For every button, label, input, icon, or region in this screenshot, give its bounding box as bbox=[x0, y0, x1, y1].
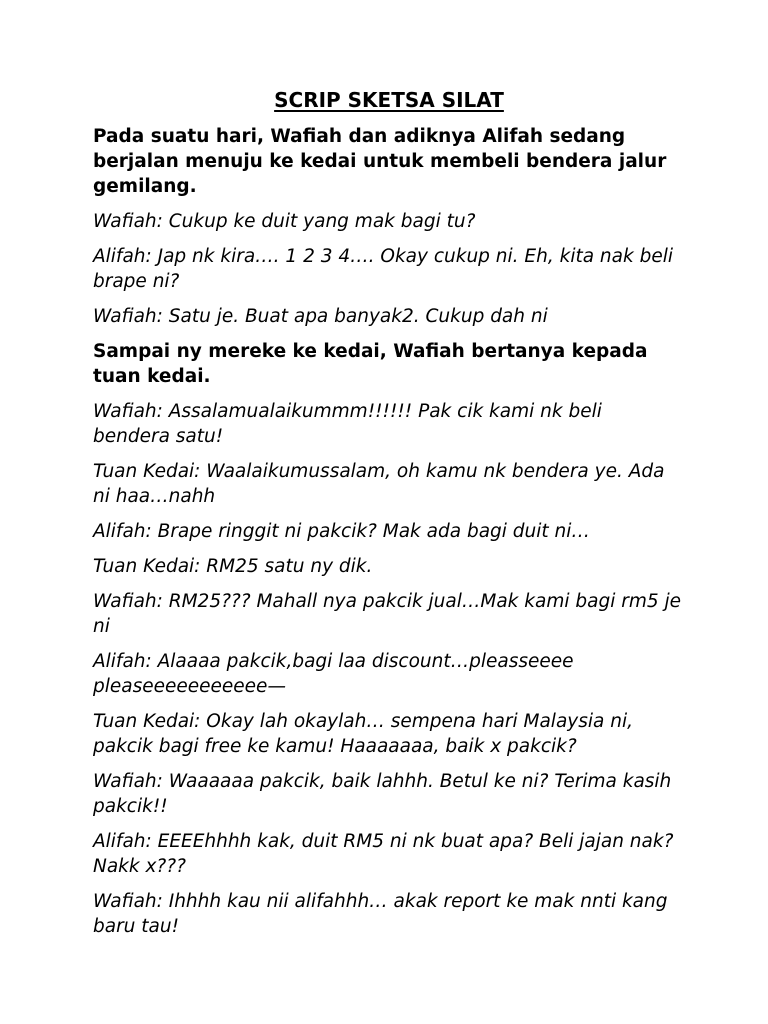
dialogue-line: Tuan Kedai: Waalaikumussalam, oh kamu nk bendera ye. Ada ni haa…nahh bbox=[93, 461, 665, 507]
dialogue-line: Alifah: Brape ringgit ni pakcik? Mak ada bagi duit ni… bbox=[93, 521, 590, 542]
dialogue-line: Tuan Kedai: Okay lah okaylah… sempena hari Malaysia ni, pakcik bagi free ke kamu! Haaaaaaa, baik x pakcik? bbox=[93, 711, 633, 757]
dialogue-line: Wafiah: Satu je. Buat apa banyak2. Cukup dah ni bbox=[93, 306, 548, 327]
narration-paragraph: Pada suatu hari, Wafiah dan adiknya Alifah sedang berjalan menuju ke kedai untuk membeli bendera jalur gemilang. bbox=[93, 126, 667, 197]
dialogue-line: Alifah: EEEEhhhh kak, duit RM5 ni nk buat apa? Beli jajan nak? Nakk x??? bbox=[93, 831, 674, 877]
dialogue-line: Wafiah: Ihhhh kau nii alifahhh… akak report ke mak nnti kang baru tau! bbox=[93, 891, 668, 937]
dialogue-line: Alifah: Jap nk kira…. 1 2 3 4…. Okay cukup ni. Eh, kita nak beli brape ni? bbox=[93, 246, 673, 292]
dialogue-line: Tuan Kedai: RM25 satu ny dik. bbox=[93, 556, 373, 577]
dialogue-line: Alifah: Alaaaa pakcik,bagi laa discount…pleasseeee pleaseeeeeeeeeee— bbox=[93, 651, 574, 697]
dialogue-line: Wafiah: Waaaaaa pakcik, baik lahhh. Betul ke ni? Terima kasih pakcik!! bbox=[93, 771, 672, 817]
document-title: SCRIP SKETSA SILAT bbox=[274, 88, 504, 112]
narration-paragraph: Sampai ny mereke ke kedai, Wafiah bertanya kepada tuan kedai. bbox=[93, 341, 648, 387]
dialogue-line: Wafiah: RM25??? Mahall nya pakcik jual…Mak kami bagi rm5 je ni bbox=[93, 591, 682, 637]
dialogue-line: Wafiah: Cukup ke duit yang mak bagi tu? bbox=[93, 211, 476, 232]
dialogue-line: Wafiah: Assalamualaikummm!!!!!! Pak cik kami nk beli bendera satu! bbox=[93, 401, 602, 447]
document-page bbox=[93, 86, 683, 949]
